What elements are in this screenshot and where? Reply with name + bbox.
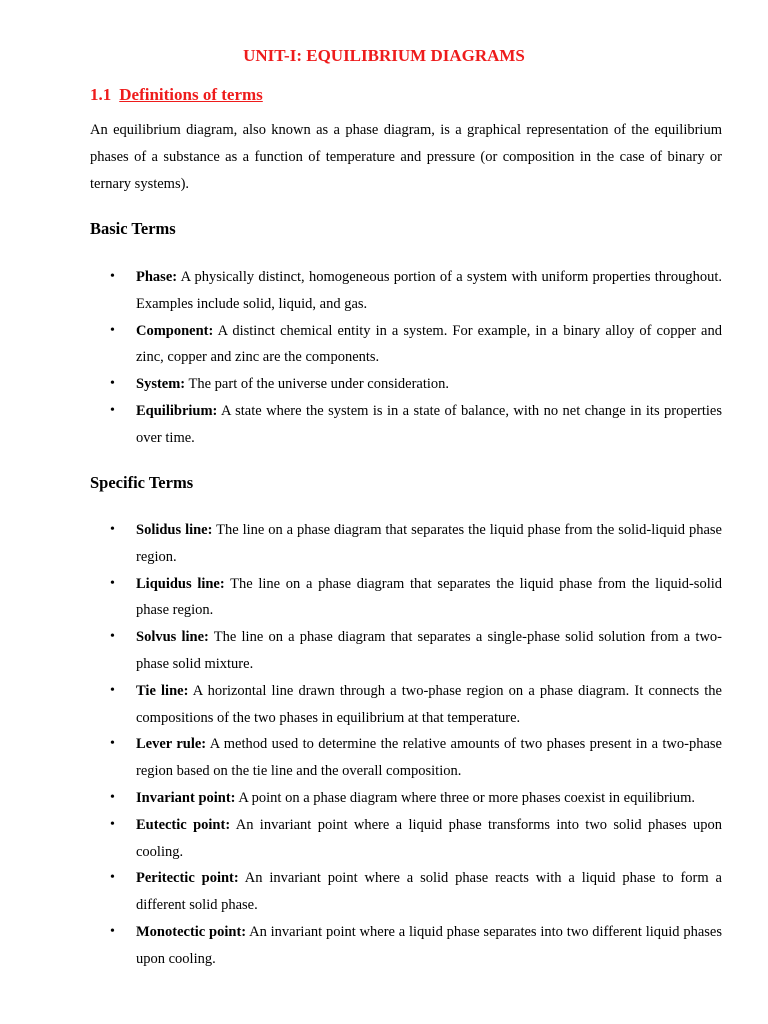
term-definition: A state where the system is in a state of balance, with no net change in its properties over time. [136,402,722,446]
basic-term-item [90,371,722,398]
term-definition: The line on a phase diagram that separates the liquid phase from the solid-liquid phase region. [136,522,722,565]
basic-term-item [90,264,722,318]
specific-term-item [90,571,722,625]
specific-term-item [90,624,722,678]
section-heading [90,85,263,105]
term-definition: A distinct chemical entity in a system. For example, in a binary alloy of copper and zinc, copper and zinc are the components. [136,322,722,366]
term-definition: A physically distinct, homogeneous portion of a system with uniform properties throughout. Examples include solid, liquid, and gas. [136,269,722,312]
specific-terms-list [90,517,722,973]
specific-term-item [90,785,722,812]
term-label: Tie line: [136,682,189,699]
basic-terms-list [90,264,722,452]
term-definition: The line on a phase diagram that separates a single-phase solid solution from a two-phase solid mixture. [136,629,722,672]
specific-terms-heading: Specific Terms [90,473,194,492]
intro-paragraph: An equilibrium diagram, also known as a phase diagram, is a graphical representation of the equilibrium phases of a substance as a function of temperature and pressure (or composition in the case of binary or ternary systems). [90,122,722,192]
basic-terms-heading: Basic Terms [90,219,176,238]
bullet-icon: • [110,870,115,886]
bullet-icon: • [110,402,115,418]
specific-term-item [90,731,722,785]
term-label: Liquidus line: [136,575,225,592]
term-label: Solidus line: [136,522,213,538]
term-definition: A point on a phase diagram where three or more phases coexist in equilibrium. [238,789,695,806]
term-label: Solvus line: [136,629,209,646]
term-label: Component: [136,322,214,339]
bullet-icon: • [110,629,115,645]
term-label: Phase: [136,269,178,285]
term-definition: The part of the universe under consideration. [188,376,450,393]
term-label: Peritectic point: [136,870,239,887]
specific-term-item [90,865,722,919]
term-definition: A method used to determine the relative amounts of two phases present in a two-phase region based on the tie line and the overall composition. [136,736,722,780]
bullet-icon: • [110,789,115,805]
term-label: Eutectic point: [136,816,231,833]
basic-term-item [90,318,722,372]
term-label: Lever rule: [136,736,207,753]
bullet-icon: • [110,522,115,537]
specific-term-item [90,517,722,571]
specific-term-item [90,678,722,732]
term-definition: An invariant point where a liquid phase separates into two different liquid phases upon cooling. [136,923,722,967]
bullet-icon: • [110,736,115,752]
bullet-icon: • [110,816,115,832]
term-definition: An invariant point where a solid phase reacts with a liquid phase to form a different solid phase. [136,870,722,914]
term-definition: A horizontal line drawn through a two-phase region on a phase diagram. It connects the compositions of the two phases in equilibrium at that temperature. [136,682,722,726]
term-definition: The line on a phase diagram that separates the liquid phase from the liquid-solid phase region. [136,575,723,619]
term-label: Monotectic point: [136,923,247,940]
bullet-icon: • [110,923,115,939]
basic-term-item [90,398,722,452]
section-number: 1.1 [90,85,112,104]
specific-term-item [90,812,722,866]
section-title: Definitions of terms [119,85,263,104]
bullet-icon: • [110,269,115,284]
term-definition: An invariant point where a liquid phase transforms into two solid phases upon cooling. [136,816,722,860]
bullet-icon: • [110,376,115,392]
specific-term-item [90,919,722,973]
term-label: System: [136,376,186,393]
term-label: Equilibrium: [136,402,218,419]
term-label: Invariant point: [136,789,236,806]
bullet-icon: • [110,322,115,338]
bullet-icon: • [110,682,115,698]
unit-title: UNIT-I: EQUILIBRIUM DIAGRAMS [243,46,525,65]
bullet-icon: • [110,575,115,591]
